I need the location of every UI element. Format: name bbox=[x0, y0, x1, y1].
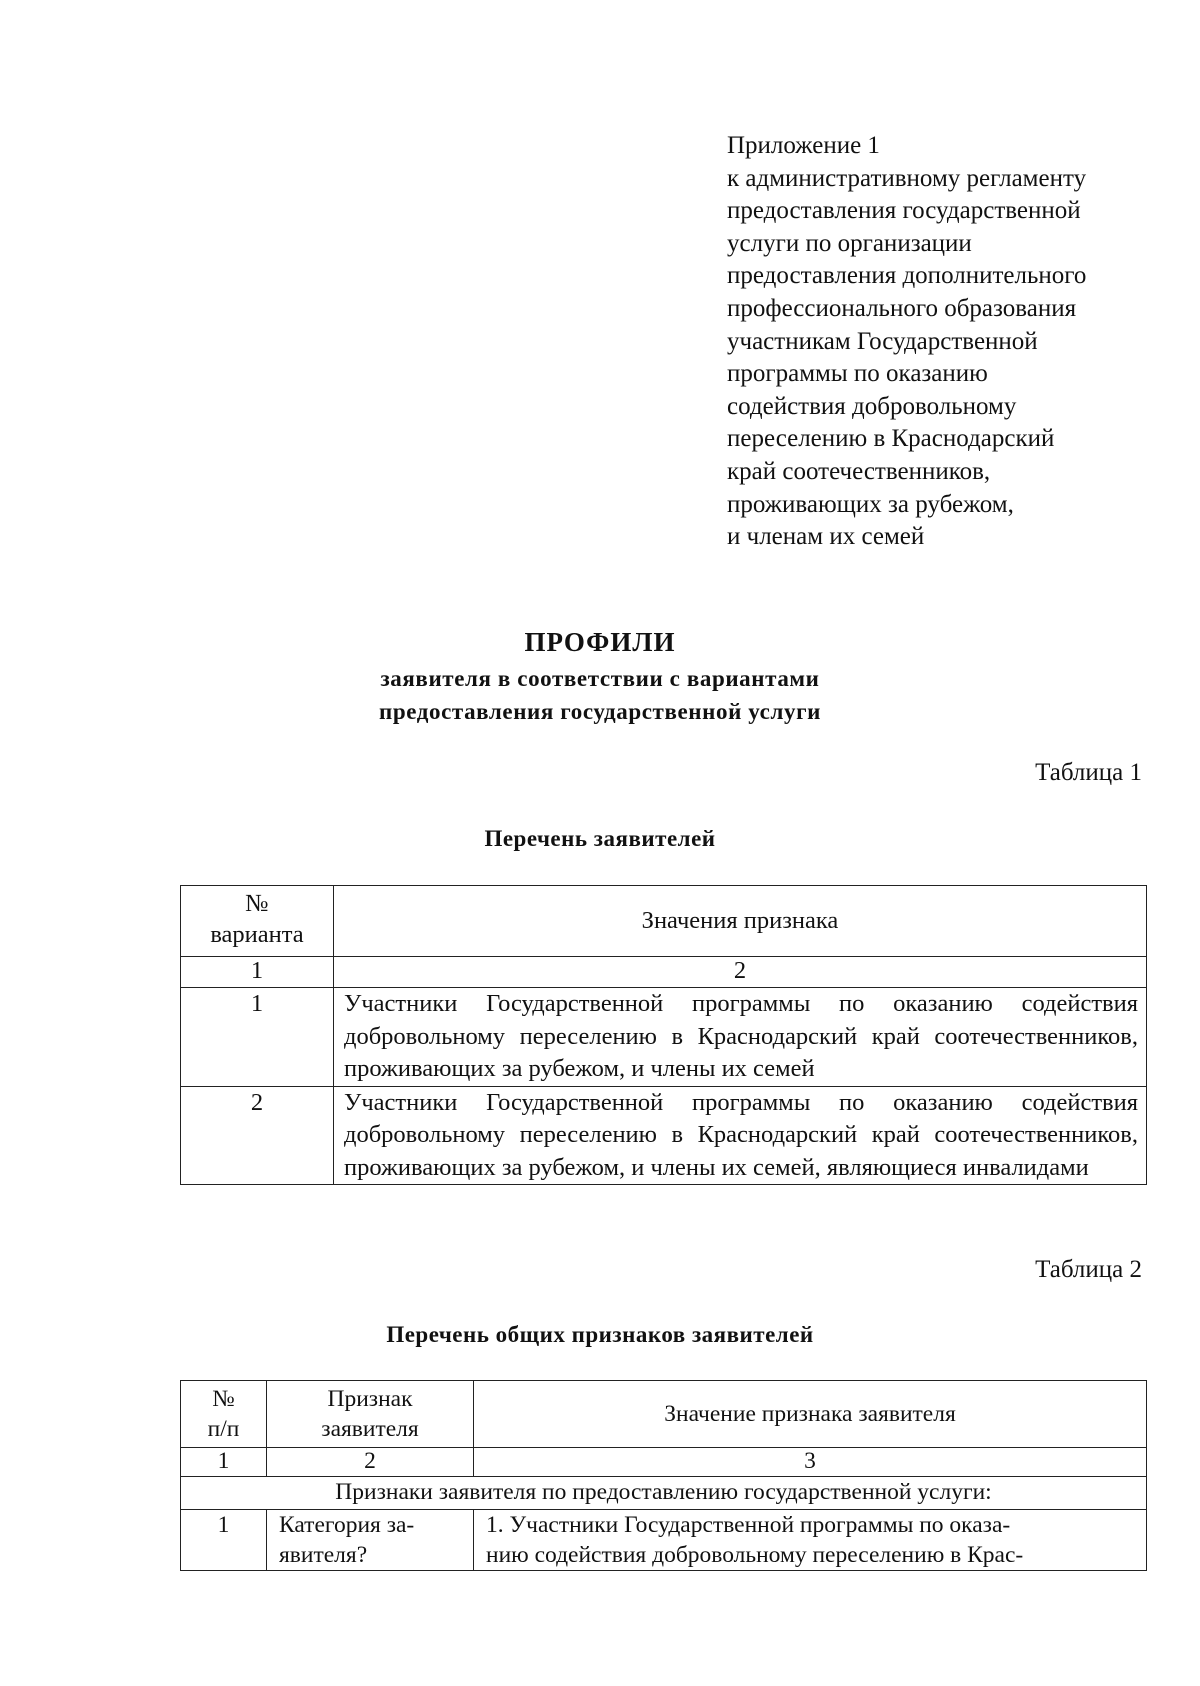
table-header-row bbox=[181, 1381, 1147, 1448]
row-value-line2: нию содействия добровольному переселению в Крас- bbox=[486, 1542, 1024, 1568]
applicants-table bbox=[180, 885, 1147, 1185]
header-cell-value: Значение признака заявителя bbox=[474, 1381, 1147, 1448]
header-num-symbol: № bbox=[245, 890, 269, 917]
header-cell-value: Значения признака bbox=[334, 886, 1147, 957]
header-num-symbol: № bbox=[212, 1386, 235, 1412]
row-number: 2 bbox=[181, 1086, 334, 1185]
common-signs-table bbox=[180, 1380, 1147, 1571]
section-heading: Признаки заявителя по предоставлению государственной услуги: bbox=[181, 1477, 1147, 1510]
appendix-line: профессионального образования bbox=[727, 294, 1077, 322]
table-index-row bbox=[181, 1448, 1147, 1477]
header-num-word: варианта bbox=[210, 921, 304, 948]
appendix-line: переселению в Краснодарский bbox=[727, 425, 1055, 453]
header-cell-number bbox=[181, 1381, 267, 1448]
table2-caption: Перечень общих признаков заявителей bbox=[386, 1322, 814, 1347]
row-sign-line2: явителя? bbox=[279, 1542, 368, 1568]
appendix-line: предоставления государственной bbox=[727, 197, 1081, 225]
header-sign-line2: заявителя bbox=[321, 1416, 419, 1442]
table-row bbox=[181, 1510, 1147, 1571]
appendix-note bbox=[727, 130, 1167, 554]
appendix-line: проживающих за рубежом, bbox=[727, 490, 1014, 518]
title-main: ПРОФИЛИ bbox=[524, 627, 676, 657]
row-number: 1 bbox=[181, 988, 334, 1087]
table-header-row bbox=[181, 886, 1147, 957]
appendix-line: край соотечественников, bbox=[727, 457, 991, 485]
appendix-line: Приложение 1 bbox=[727, 132, 880, 159]
table-row bbox=[181, 988, 1147, 1087]
appendix-line: предоставления дополнительного bbox=[727, 262, 1087, 290]
header-cell-variant-number bbox=[181, 886, 334, 957]
index-cell: 1 bbox=[181, 957, 334, 988]
row-text: Участники Государственной программы по оказанию содействия добровольному переселению в Краснодарский край соотечественников, проживающих за рубежом, и члены их семей, являющиеся инвалидами bbox=[334, 1086, 1147, 1185]
row-number: 1 bbox=[181, 1510, 267, 1571]
title-subtitle-line2: предоставления государственной услуги bbox=[379, 699, 821, 724]
table-row bbox=[181, 1086, 1147, 1185]
header-sign-line1: Признак bbox=[327, 1386, 413, 1412]
appendix-line: программы по оказанию bbox=[727, 360, 988, 388]
index-cell: 1 bbox=[181, 1448, 267, 1477]
header-num-abbrev: п/п bbox=[207, 1416, 240, 1442]
table-section-row bbox=[181, 1477, 1147, 1510]
index-cell: 2 bbox=[334, 957, 1147, 988]
title-subtitle-line1: заявителя в соответствии с вариантами bbox=[380, 666, 820, 691]
row-sign bbox=[267, 1510, 474, 1571]
appendix-line: содействия добровольному bbox=[727, 392, 1017, 420]
appendix-line: услуги по организации bbox=[727, 229, 972, 257]
index-cell: 2 bbox=[267, 1448, 474, 1477]
document-title bbox=[0, 622, 1200, 728]
row-value bbox=[474, 1510, 1147, 1571]
row-sign-line1: Категория за- bbox=[279, 1512, 415, 1538]
row-value-line1: 1. Участники Государственной программы по оказа- bbox=[486, 1512, 1011, 1538]
appendix-line: к административному регламенту bbox=[727, 164, 1087, 192]
row-text: Участники Государственной программы по оказанию содействия добровольному переселению в Краснодарский край соотечественников, проживающих за рубежом, и члены их семей bbox=[334, 988, 1147, 1087]
index-cell: 3 bbox=[474, 1448, 1147, 1477]
appendix-line: и членам их семей bbox=[727, 523, 925, 551]
appendix-line: участникам Государственной bbox=[727, 327, 1038, 355]
table1-caption: Перечень заявителей bbox=[484, 826, 716, 851]
table-index-row bbox=[181, 957, 1147, 988]
header-cell-sign bbox=[267, 1381, 474, 1448]
table1-label: Таблица 1 bbox=[1035, 759, 1142, 786]
table2-label: Таблица 2 bbox=[1035, 1256, 1142, 1283]
